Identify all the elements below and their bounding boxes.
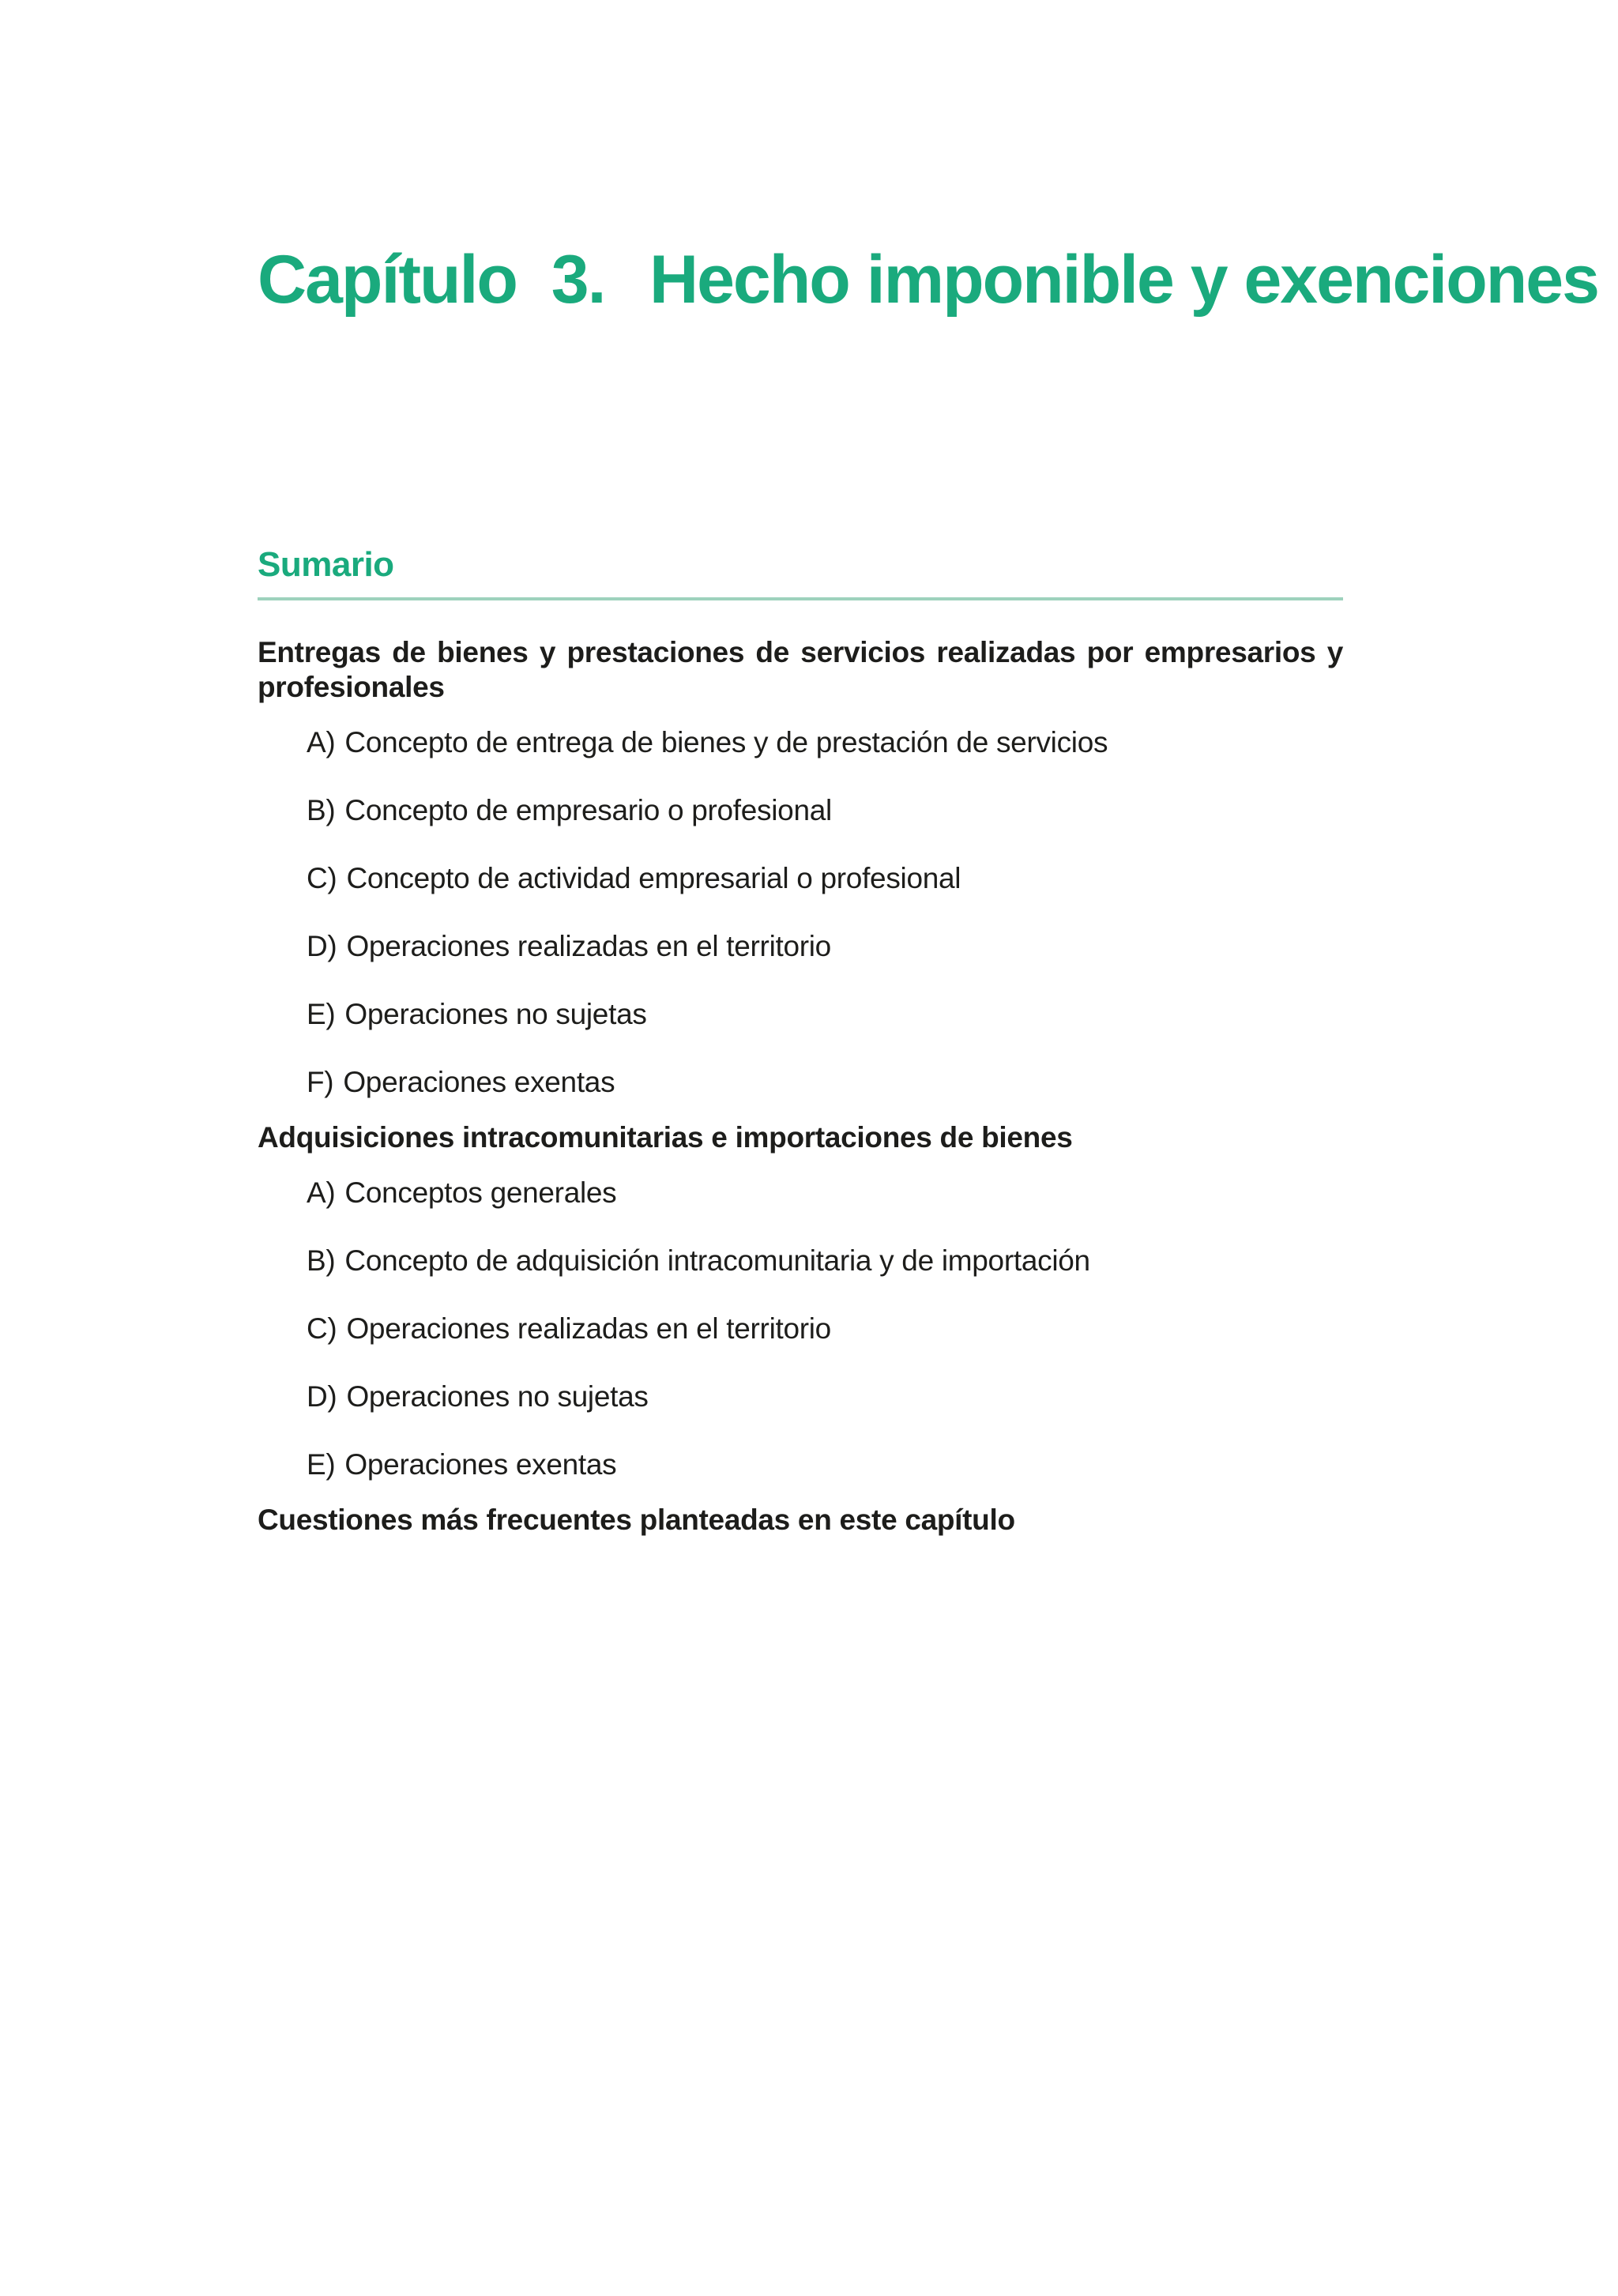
item-text: Operaciones no sujetas bbox=[346, 1380, 649, 1413]
item-letter: C) bbox=[307, 1312, 337, 1345]
chapter-header bbox=[258, 241, 1598, 319]
list-item bbox=[258, 861, 1343, 896]
list-item bbox=[258, 1312, 1343, 1346]
list-item bbox=[258, 1244, 1343, 1278]
list-item bbox=[258, 1379, 1343, 1414]
item-letter: B) bbox=[307, 1244, 336, 1277]
section-item-list bbox=[258, 725, 1343, 1100]
item-letter: E) bbox=[307, 1448, 336, 1481]
item-text: Concepto de entrega de bienes y de prestación de servicios bbox=[344, 726, 1108, 758]
list-item bbox=[258, 1447, 1343, 1482]
chapter-number: Capítulo 3. bbox=[258, 242, 605, 318]
list-item bbox=[258, 725, 1343, 760]
item-text: Operaciones no sujetas bbox=[344, 998, 647, 1030]
list-item bbox=[258, 1065, 1343, 1100]
chapter-title: Hecho imponible y exenciones bbox=[649, 242, 1598, 318]
item-text: Operaciones exentas bbox=[344, 1448, 617, 1481]
item-text: Concepto de actividad empresarial o profesional bbox=[346, 862, 961, 894]
summary-title: Sumario bbox=[258, 545, 1343, 600]
item-letter: C) bbox=[307, 862, 337, 894]
section-heading: Adquisiciones intracomunitarias e importaciones de bienes bbox=[258, 1121, 1073, 1154]
item-text: Conceptos generales bbox=[344, 1176, 617, 1209]
item-letter: D) bbox=[307, 930, 337, 962]
list-item bbox=[258, 793, 1343, 828]
item-letter: B) bbox=[307, 794, 336, 826]
list-item bbox=[258, 997, 1343, 1032]
item-letter: A) bbox=[307, 726, 336, 758]
item-text: Operaciones exentas bbox=[343, 1066, 615, 1098]
item-text: Operaciones realizadas en el territorio bbox=[346, 930, 831, 962]
summary bbox=[258, 545, 1343, 1538]
list-item bbox=[258, 929, 1343, 964]
section-item-list bbox=[258, 1176, 1343, 1482]
section-heading: Entregas de bienes y prestaciones de servicios realizadas por empresarios y profesionales bbox=[258, 636, 1343, 703]
item-text: Concepto de adquisición intracomunitaria y de importación bbox=[344, 1244, 1090, 1277]
item-text: Concepto de empresario o profesional bbox=[344, 794, 832, 826]
item-letter: D) bbox=[307, 1380, 337, 1413]
item-text: Operaciones realizadas en el territorio bbox=[346, 1312, 831, 1345]
section-heading: Cuestiones más frecuentes planteadas en este capítulo bbox=[258, 1504, 1015, 1536]
list-item bbox=[258, 1176, 1343, 1210]
item-letter: E) bbox=[307, 998, 336, 1030]
item-letter: F) bbox=[307, 1066, 334, 1098]
item-letter: A) bbox=[307, 1176, 336, 1209]
